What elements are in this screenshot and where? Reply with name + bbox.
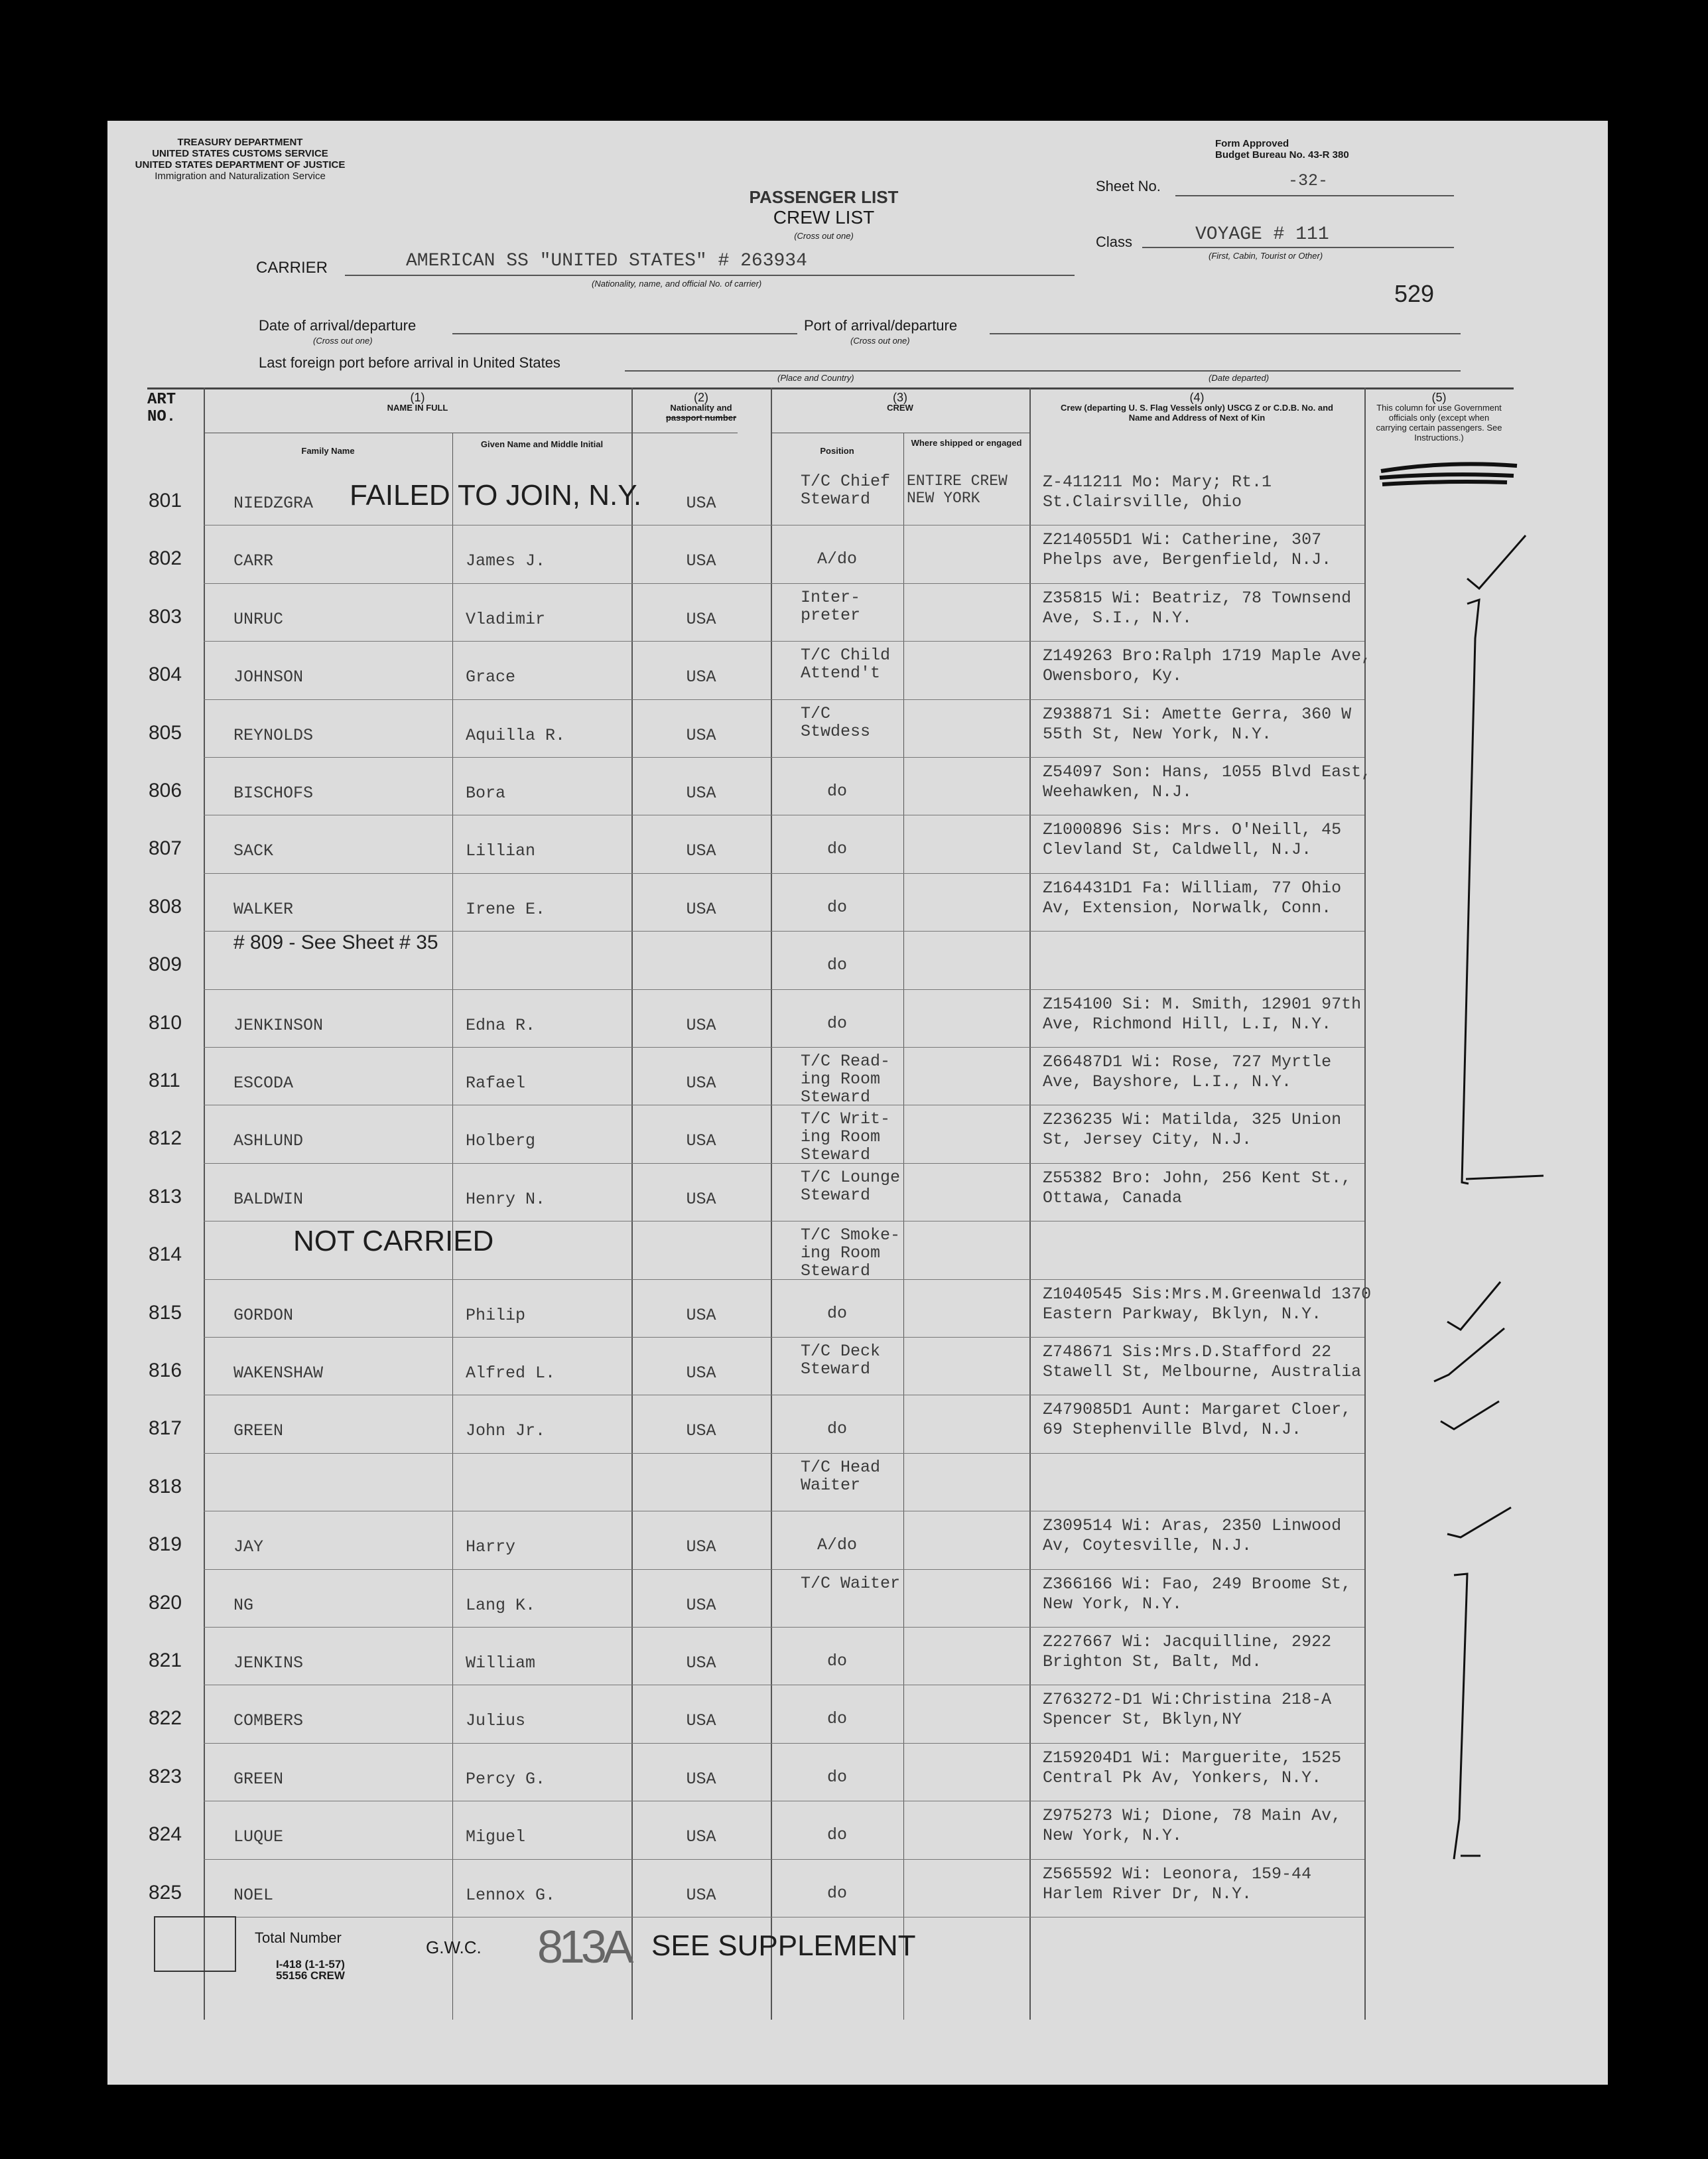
row-number: 801: [149, 490, 182, 512]
family-name: GREEN: [233, 1421, 284, 1440]
row-number: 802: [149, 547, 182, 569]
nationality: USA: [686, 1653, 716, 1673]
form-approved-line: Form Approved: [1215, 138, 1289, 149]
given-name: Rafael: [466, 1074, 526, 1093]
col-header-position: Position: [820, 446, 854, 456]
check-mark: [1467, 535, 1526, 589]
sheet-label: Sheet No.: [1096, 178, 1161, 194]
col-header-where: Where shipped or engaged: [911, 438, 1022, 448]
position: T/C Writ- ing Room Steward: [801, 1109, 891, 1164]
check-mark: [1434, 1328, 1504, 1381]
family-name: WAKENSHAW: [233, 1363, 324, 1383]
col-header-2-num: (2): [694, 391, 708, 404]
class-hint: (First, Cabin, Tourist or Other): [1209, 251, 1323, 261]
row-number: 809: [149, 953, 182, 975]
position: do: [826, 955, 847, 975]
row-number: 817: [149, 1417, 182, 1439]
given-name: Aquilla R.: [466, 726, 566, 745]
pen-marks: [107, 121, 1608, 2085]
gwc-initials: G.W.C.: [426, 1937, 482, 1957]
given-name: Vladimir: [466, 610, 546, 629]
port-label: Port of arrival/departure: [804, 317, 958, 334]
given-name: William: [466, 1653, 536, 1673]
position: T/C Read- ing Room Steward: [801, 1052, 891, 1107]
family-name: ASHLUND: [233, 1131, 304, 1150]
nationality: USA: [686, 1886, 716, 1905]
next-of-kin: Z565592 Wi: Leonora, 159-44 Harlem River Dr, N.Y.: [1043, 1864, 1312, 1904]
col-header-name-in-full: NAME IN FULL: [387, 403, 448, 413]
row-number: 822: [149, 1707, 182, 1729]
see-supplement-stamp: SEE SUPPLEMENT: [651, 1929, 916, 1962]
position: T/C Child Attend't: [801, 646, 891, 683]
nationality: USA: [686, 1770, 716, 1789]
carrier-label: CARRIER: [256, 259, 328, 277]
next-of-kin: Z-411211 Mo: Mary; Rt.1 St.Clairsville, Ohio: [1043, 472, 1272, 512]
row-number: 820: [149, 1592, 182, 1614]
check-mark: [1447, 1507, 1511, 1537]
next-of-kin: Z159204D1 Wi: Marguerite, 1525 Central Pk Av, Yonkers, N.Y.: [1043, 1748, 1342, 1787]
given-name: Irene E.: [466, 900, 546, 919]
family-name: GORDON: [233, 1306, 294, 1325]
row-number: 811: [149, 1070, 180, 1091]
next-of-kin: Z236235 Wi: Matilda, 325 Union St, Jersey City, N.J.: [1043, 1110, 1342, 1149]
family-name: ESCODA: [233, 1074, 294, 1093]
row-number: 824: [149, 1823, 182, 1845]
form-approved-line: Budget Bureau No. 43-R 380: [1215, 149, 1349, 161]
given-name: Henry N.: [466, 1190, 546, 1209]
where-shipped: ENTIRE CREW NEW YORK: [907, 472, 1008, 507]
given-name: Percy G.: [466, 1770, 546, 1789]
agency-line: UNITED STATES CUSTOMS SERVICE: [152, 148, 328, 159]
nationality: USA: [686, 900, 716, 919]
position: T/C Deck Steward: [801, 1342, 881, 1379]
failed-to-join-stamp: FAILED TO JOIN, N.Y.: [350, 479, 642, 512]
nationality: USA: [686, 494, 716, 513]
col-header-given: Given Name and Middle Initial: [480, 439, 604, 449]
next-of-kin: Z66487D1 Wi: Rose, 727 Myrtle Ave, Bayshore, L.I., N.Y.: [1043, 1052, 1332, 1091]
nationality: USA: [686, 551, 716, 571]
given-name: Miguel: [466, 1827, 526, 1846]
given-name: Harry: [466, 1537, 516, 1557]
total-number-label: Total Number: [255, 1929, 342, 1946]
family-name: REYNOLDS: [233, 726, 314, 745]
family-name: LUQUE: [233, 1827, 284, 1846]
family-name: JOHNSON: [233, 667, 304, 687]
title-passenger-list: PASSENGER LIST: [749, 187, 899, 207]
col-header-4-num: (4): [1189, 391, 1205, 404]
date-departed-hint: (Date departed): [1209, 373, 1270, 383]
nationality: USA: [686, 1074, 716, 1093]
col-header-passport: passport number: [665, 413, 737, 423]
class-label: Class: [1096, 234, 1133, 250]
position: do: [826, 1825, 847, 1845]
nationality: USA: [686, 1131, 716, 1150]
form-code-line: 55156 CREW: [276, 1969, 345, 1982]
class-value: VOYAGE # 111: [1195, 224, 1329, 245]
family-name: WALKER: [233, 900, 294, 919]
family-name: NOEL: [233, 1886, 274, 1905]
row-number: 821: [149, 1649, 182, 1671]
row-number: 810: [149, 1012, 182, 1034]
position: T/C Waiter: [801, 1574, 901, 1593]
given-name: Grace: [466, 667, 516, 687]
given-name: Lillian: [466, 841, 536, 861]
next-of-kin: Z227667 Wi: Jacquilline, 2922 Brighton St, Balt, Md.: [1043, 1632, 1332, 1671]
position: T/C Stwdess: [801, 704, 871, 741]
row-number: 823: [149, 1766, 182, 1787]
next-of-kin: Z54097 Son: Hans, 1055 Blvd East, Weehawken, N.J.: [1043, 762, 1372, 801]
row-number: 825: [149, 1882, 182, 1904]
position: T/C Head Waiter: [801, 1458, 881, 1495]
see-sheet-note: # 809 - See Sheet # 35: [233, 932, 438, 953]
handwritten-total: 813A: [537, 1921, 630, 1973]
agency-line: UNITED STATES DEPARTMENT OF JUSTICE: [135, 159, 346, 171]
family-name: NG: [233, 1596, 254, 1615]
next-of-kin: Z149263 Bro:Ralph 1719 Maple Ave, Owensboro, Ky.: [1043, 646, 1372, 685]
crew-list-sheet: [107, 121, 1608, 2085]
position: Inter- preter: [801, 588, 861, 625]
position: do: [826, 1709, 847, 1728]
form-code-line: I-418 (1-1-57): [276, 1958, 345, 1971]
next-of-kin: Z154100 Si: M. Smith, 12901 97th Ave, Richmond Hill, L.I, N.Y.: [1043, 995, 1362, 1034]
position: A/do: [817, 1535, 857, 1555]
position: do: [826, 782, 847, 801]
family-name: GREEN: [233, 1770, 284, 1789]
row-number: 808: [149, 896, 182, 918]
agency-line: Immigration and Naturalization Service: [155, 171, 326, 182]
nationality: USA: [686, 1190, 716, 1209]
position: T/C Smoke- ing Room Steward: [801, 1225, 901, 1281]
position: do: [826, 1304, 847, 1323]
nationality: USA: [686, 1537, 716, 1557]
nationality: USA: [686, 667, 716, 687]
given-name: Alfred L.: [466, 1363, 556, 1383]
row-number: 805: [149, 722, 182, 744]
given-name: Holberg: [466, 1131, 536, 1150]
position: do: [826, 1884, 847, 1903]
next-of-kin: Z1000896 Sis: Mrs. O'Neill, 45 Clevland St, Caldwell, N.J.: [1043, 820, 1342, 859]
title-cross-out: (Cross out one): [794, 231, 854, 241]
scribble-mark: [1380, 464, 1517, 484]
last-port-label: Last foreign port before arrival in United States: [259, 354, 560, 371]
family-name: BALDWIN: [233, 1190, 304, 1209]
given-name: Lang K.: [466, 1596, 536, 1615]
position: do: [826, 898, 847, 917]
position: do: [826, 1014, 847, 1033]
check-mark: [1441, 1401, 1499, 1429]
next-of-kin: Z366166 Wi: Fao, 249 Broome St, New York, N.Y.: [1043, 1574, 1352, 1614]
given-name: John Jr.: [466, 1421, 546, 1440]
date-label: Date of arrival/departure: [259, 317, 417, 334]
family-name: UNRUC: [233, 610, 284, 629]
given-name: Bora: [466, 784, 506, 803]
col-header-govt: This column for use Government officials only (except when carrying certain passengers. See Instructions.): [1376, 403, 1502, 443]
position: A/do: [817, 549, 857, 569]
bracket-mark: [1454, 1574, 1480, 1859]
nationality: USA: [686, 726, 716, 745]
next-of-kin: Z938871 Si: Amette Gerra, 360 W 55th St, New York, N.Y.: [1043, 705, 1352, 744]
col-header-crew: CREW: [887, 403, 913, 413]
row-number: 818: [149, 1476, 182, 1497]
col-header-1-num: (1): [410, 391, 425, 404]
nationality: USA: [686, 1711, 716, 1730]
family-name: JENKINS: [233, 1653, 304, 1673]
row-number: 814: [149, 1243, 182, 1265]
given-name: Edna R.: [466, 1016, 536, 1035]
port-hint: (Cross out one): [850, 336, 910, 346]
position: T/C Chief Steward: [801, 472, 891, 509]
family-name: COMBERS: [233, 1711, 304, 1730]
next-of-kin: Z975273 Wi; Dione, 78 Main Av, New York, N.Y.: [1043, 1806, 1342, 1845]
row-number: 804: [149, 663, 182, 685]
family-name: JAY: [233, 1537, 264, 1557]
row-number: 812: [149, 1127, 182, 1149]
agency-line: TREASURY DEPARTMENT: [177, 137, 303, 148]
col-header-art-no: ART NO.: [147, 391, 176, 426]
family-name: CARR: [233, 551, 274, 571]
row-number: 806: [149, 780, 182, 801]
next-of-kin: Z479085D1 Aunt: Margaret Cloer, 69 Stephenville Blvd, N.J.: [1043, 1400, 1352, 1439]
row-number: 816: [149, 1359, 182, 1381]
nationality: USA: [686, 1827, 716, 1846]
next-of-kin: Z763272-D1 Wi:Christina 218-A Spencer St, Bklyn,NY: [1043, 1690, 1332, 1729]
nationality: USA: [686, 1016, 716, 1035]
title-crew-list: CREW LIST: [773, 207, 875, 228]
position: T/C Lounge Steward: [801, 1168, 901, 1205]
carrier-hint: (Nationality, name, and official No. of carrier): [592, 279, 762, 289]
place-hint: (Place and Country): [777, 373, 854, 383]
position: do: [826, 839, 847, 859]
next-of-kin: Z35815 Wi: Beatriz, 78 Townsend Ave, S.I., N.Y.: [1043, 589, 1352, 628]
row-number: 813: [149, 1186, 182, 1208]
nationality: USA: [686, 1306, 716, 1325]
row-number: 807: [149, 837, 182, 859]
check-mark: [1447, 1282, 1500, 1330]
nationality: USA: [686, 1421, 716, 1440]
family-name: BISCHOFS: [233, 784, 314, 803]
nationality: USA: [686, 1596, 716, 1615]
position: do: [826, 1768, 847, 1787]
given-name: Julius: [466, 1711, 526, 1730]
family-name: NIEDZGRA: [233, 494, 314, 513]
given-name: Lennox G.: [466, 1886, 556, 1905]
row-number: 815: [149, 1302, 182, 1324]
nationality: USA: [686, 841, 716, 861]
carrier-value: AMERICAN SS "UNITED STATES" # 263934: [406, 251, 807, 271]
family-name: JENKINSON: [233, 1016, 324, 1035]
bracket-mark: [1462, 600, 1544, 1184]
not-carried-stamp: NOT CARRIED: [293, 1225, 494, 1257]
col-header-crew-desc: Crew (departing U. S. Flag Vessels only) USCG Z or C.D.B. No. and Name and Address of Next of Kin: [1060, 403, 1333, 423]
col-header-3-num: (3): [893, 391, 907, 404]
next-of-kin: Z164431D1 Fa: William, 77 Ohio Av, Extension, Norwalk, Conn.: [1043, 878, 1342, 918]
position: do: [826, 1419, 847, 1438]
col-header-nationality: Nationality and: [670, 403, 732, 413]
nationality: USA: [686, 1363, 716, 1383]
given-name: Philip: [466, 1306, 526, 1325]
next-of-kin: Z748671 Sis:Mrs.D.Stafford 22 Stawell St, Melbourne, Australia: [1043, 1342, 1362, 1381]
family-name: SACK: [233, 841, 274, 861]
row-number: 819: [149, 1533, 182, 1555]
position: do: [826, 1651, 847, 1671]
given-name: James J.: [466, 551, 546, 571]
next-of-kin: Z55382 Bro: John, 256 Kent St., Ottawa, Canada: [1043, 1168, 1352, 1208]
col-header-5-num: (5): [1431, 391, 1447, 404]
next-of-kin: Z214055D1 Wi: Catherine, 307 Phelps ave, Bergenfield, N.J.: [1043, 530, 1332, 569]
sheet-number: -32-: [1288, 171, 1329, 190]
nationality: USA: [686, 784, 716, 803]
col-header-family: Family Name: [301, 446, 355, 456]
next-of-kin: Z309514 Wi: Aras, 2350 Linwood Av, Coytesville, N.J.: [1043, 1516, 1342, 1555]
page-number: 529: [1394, 280, 1435, 307]
nationality: USA: [686, 610, 716, 629]
next-of-kin: Z1040545 Sis:Mrs.M.Greenwald 1370 Eastern Parkway, Bklyn, N.Y.: [1043, 1285, 1372, 1324]
date-hint: (Cross out one): [313, 336, 373, 346]
row-number: 803: [149, 606, 182, 628]
